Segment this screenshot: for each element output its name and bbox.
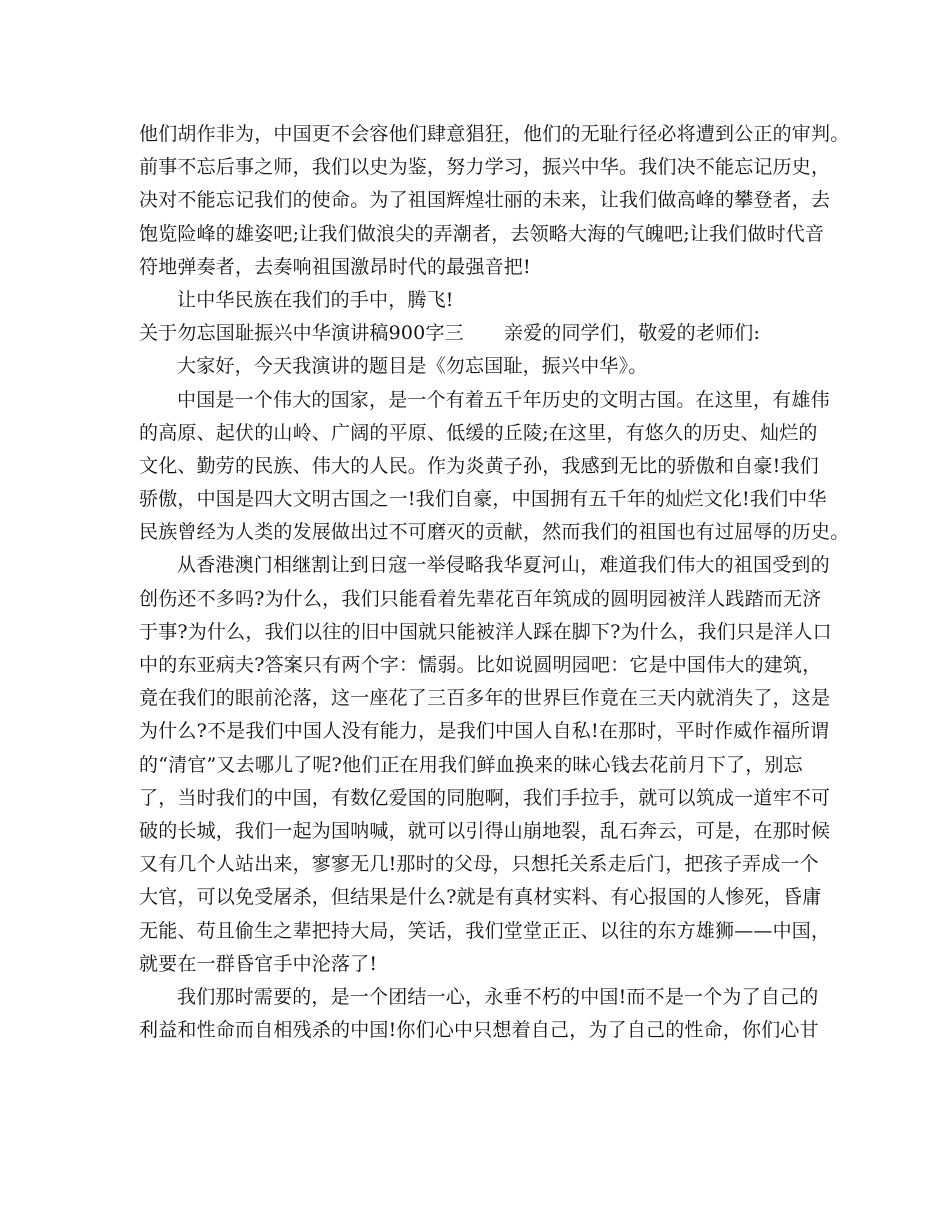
text-line: 前事不忘后事之师，我们以史为鉴，努力学习，振兴中华。我们决不能忘记历史，: [139, 156, 831, 179]
text-line: 利益和性命而自相残杀的中国!你们心中只想着自己，为了自己的性命，你们心甘: [139, 1019, 819, 1042]
speech-title: 关于勿忘国耻振兴中华演讲稿900字三: [139, 322, 464, 345]
text-line: 我们那时需要的，是一个团结一心，永垂不朽的中国!而不是一个为了自己的: [177, 985, 819, 1008]
text-line: 无能、苟且偷生之辈把持大局，笑话，我们堂堂正正、以往的东方雄狮——中国，: [139, 919, 831, 942]
text-line: 让中华民族在我们的手中，腾飞!: [177, 288, 454, 311]
text-line: 就要在一群昏官手中沦落了!: [139, 952, 378, 975]
document-body: [139, 118, 850, 1047]
text-line: 骄傲，中国是四大文明古国之一!我们自豪，中国拥有五千年的灿烂文化!我们中华: [139, 488, 827, 511]
text-line: 民族曾经为人类的发展做出过不可磨灭的贡献，然而我们的祖国也有过屈辱的历史。: [139, 521, 850, 544]
speech-greeting: 亲爱的同学们，敬爱的老师们:: [503, 322, 761, 345]
text-line: 于事?为什么，我们以往的旧中国就只能被洋人踩在脚下?为什么，我们只是洋人口: [139, 620, 832, 643]
text-line: 竟在我们的眼前沦落，这一座花了三百多年的世界巨作竟在三天内就消失了，这是: [139, 687, 831, 710]
text-line: 为什么?不是我们中国人没有能力，是我们中国人自私!在那时，平时作威作福所谓: [139, 720, 830, 743]
text-line: 了，当时我们的中国，有数亿爱国的同胞啊，我们手拉手，就可以筑成一道牢不可: [139, 786, 831, 809]
text-line: 他们胡作非为，中国更不会容他们肆意猖狂，他们的无耻行径必将遭到公正的审判。: [139, 123, 850, 145]
text-line: 文化、勤劳的民族、伟大的人民。作为炎黄子孙，我感到无比的骄傲和自豪!我们: [139, 454, 819, 477]
text-line: 符地弹奏者，去奏响祖国激昂时代的最强音把!: [139, 255, 531, 278]
text-line: 从香港澳门相继割让到日寇一举侵略我华夏河山，难道我们伟大的祖国受到的: [177, 554, 830, 577]
text-line: 中国是一个伟大的国家，是一个有着五千年历史的文明古国。在这里，有雄伟: [177, 388, 830, 411]
text-line: 大官，可以免受屠杀，但结果是什么?就是有真材实料、有心报国的人惨死，昏庸: [139, 886, 822, 909]
text-line: 饱览险峰的雄姿吧;让我们做浪尖的弄潮者，去领略大海的气魄吧;让我们做时代音: [139, 222, 825, 245]
text-line: 的高原、起伏的山岭、广阔的平原、低缓的丘陵;在这里，有悠久的历史、灿烂的: [139, 421, 818, 444]
text-line: 创伤还不多吗?为什么，我们只能看着先辈花百年筑成的圆明园被洋人践踏而无济: [139, 587, 822, 610]
text-line: 大家好，今天我演讲的题目是《勿忘国耻，振兴中华》。: [177, 355, 648, 378]
text-line: 又有几个人站出来，寥寥无几!那时的父母，只想托关系走后门，把孩子弄成一个: [139, 853, 819, 876]
text-line: 中的东亚病夫?答案只有两个字：懦弱。比如说圆明园吧：它是中国伟大的建筑，: [139, 654, 822, 676]
text-line: 的“清官”又去哪儿了呢?他们正在用我们鲜血换来的昧心钱去花前月下了，别忘: [139, 753, 803, 776]
section-heading-line: [139, 317, 840, 350]
text-line: 决对不能忘记我们的使命。为了祖国辉煌壮丽的未来，让我们做高峰的攀登者，去: [139, 189, 831, 212]
text-line: 破的长城，我们一起为国呐喊，就可以引得山崩地裂，乱石奔云，可是，在那时候: [139, 819, 831, 842]
